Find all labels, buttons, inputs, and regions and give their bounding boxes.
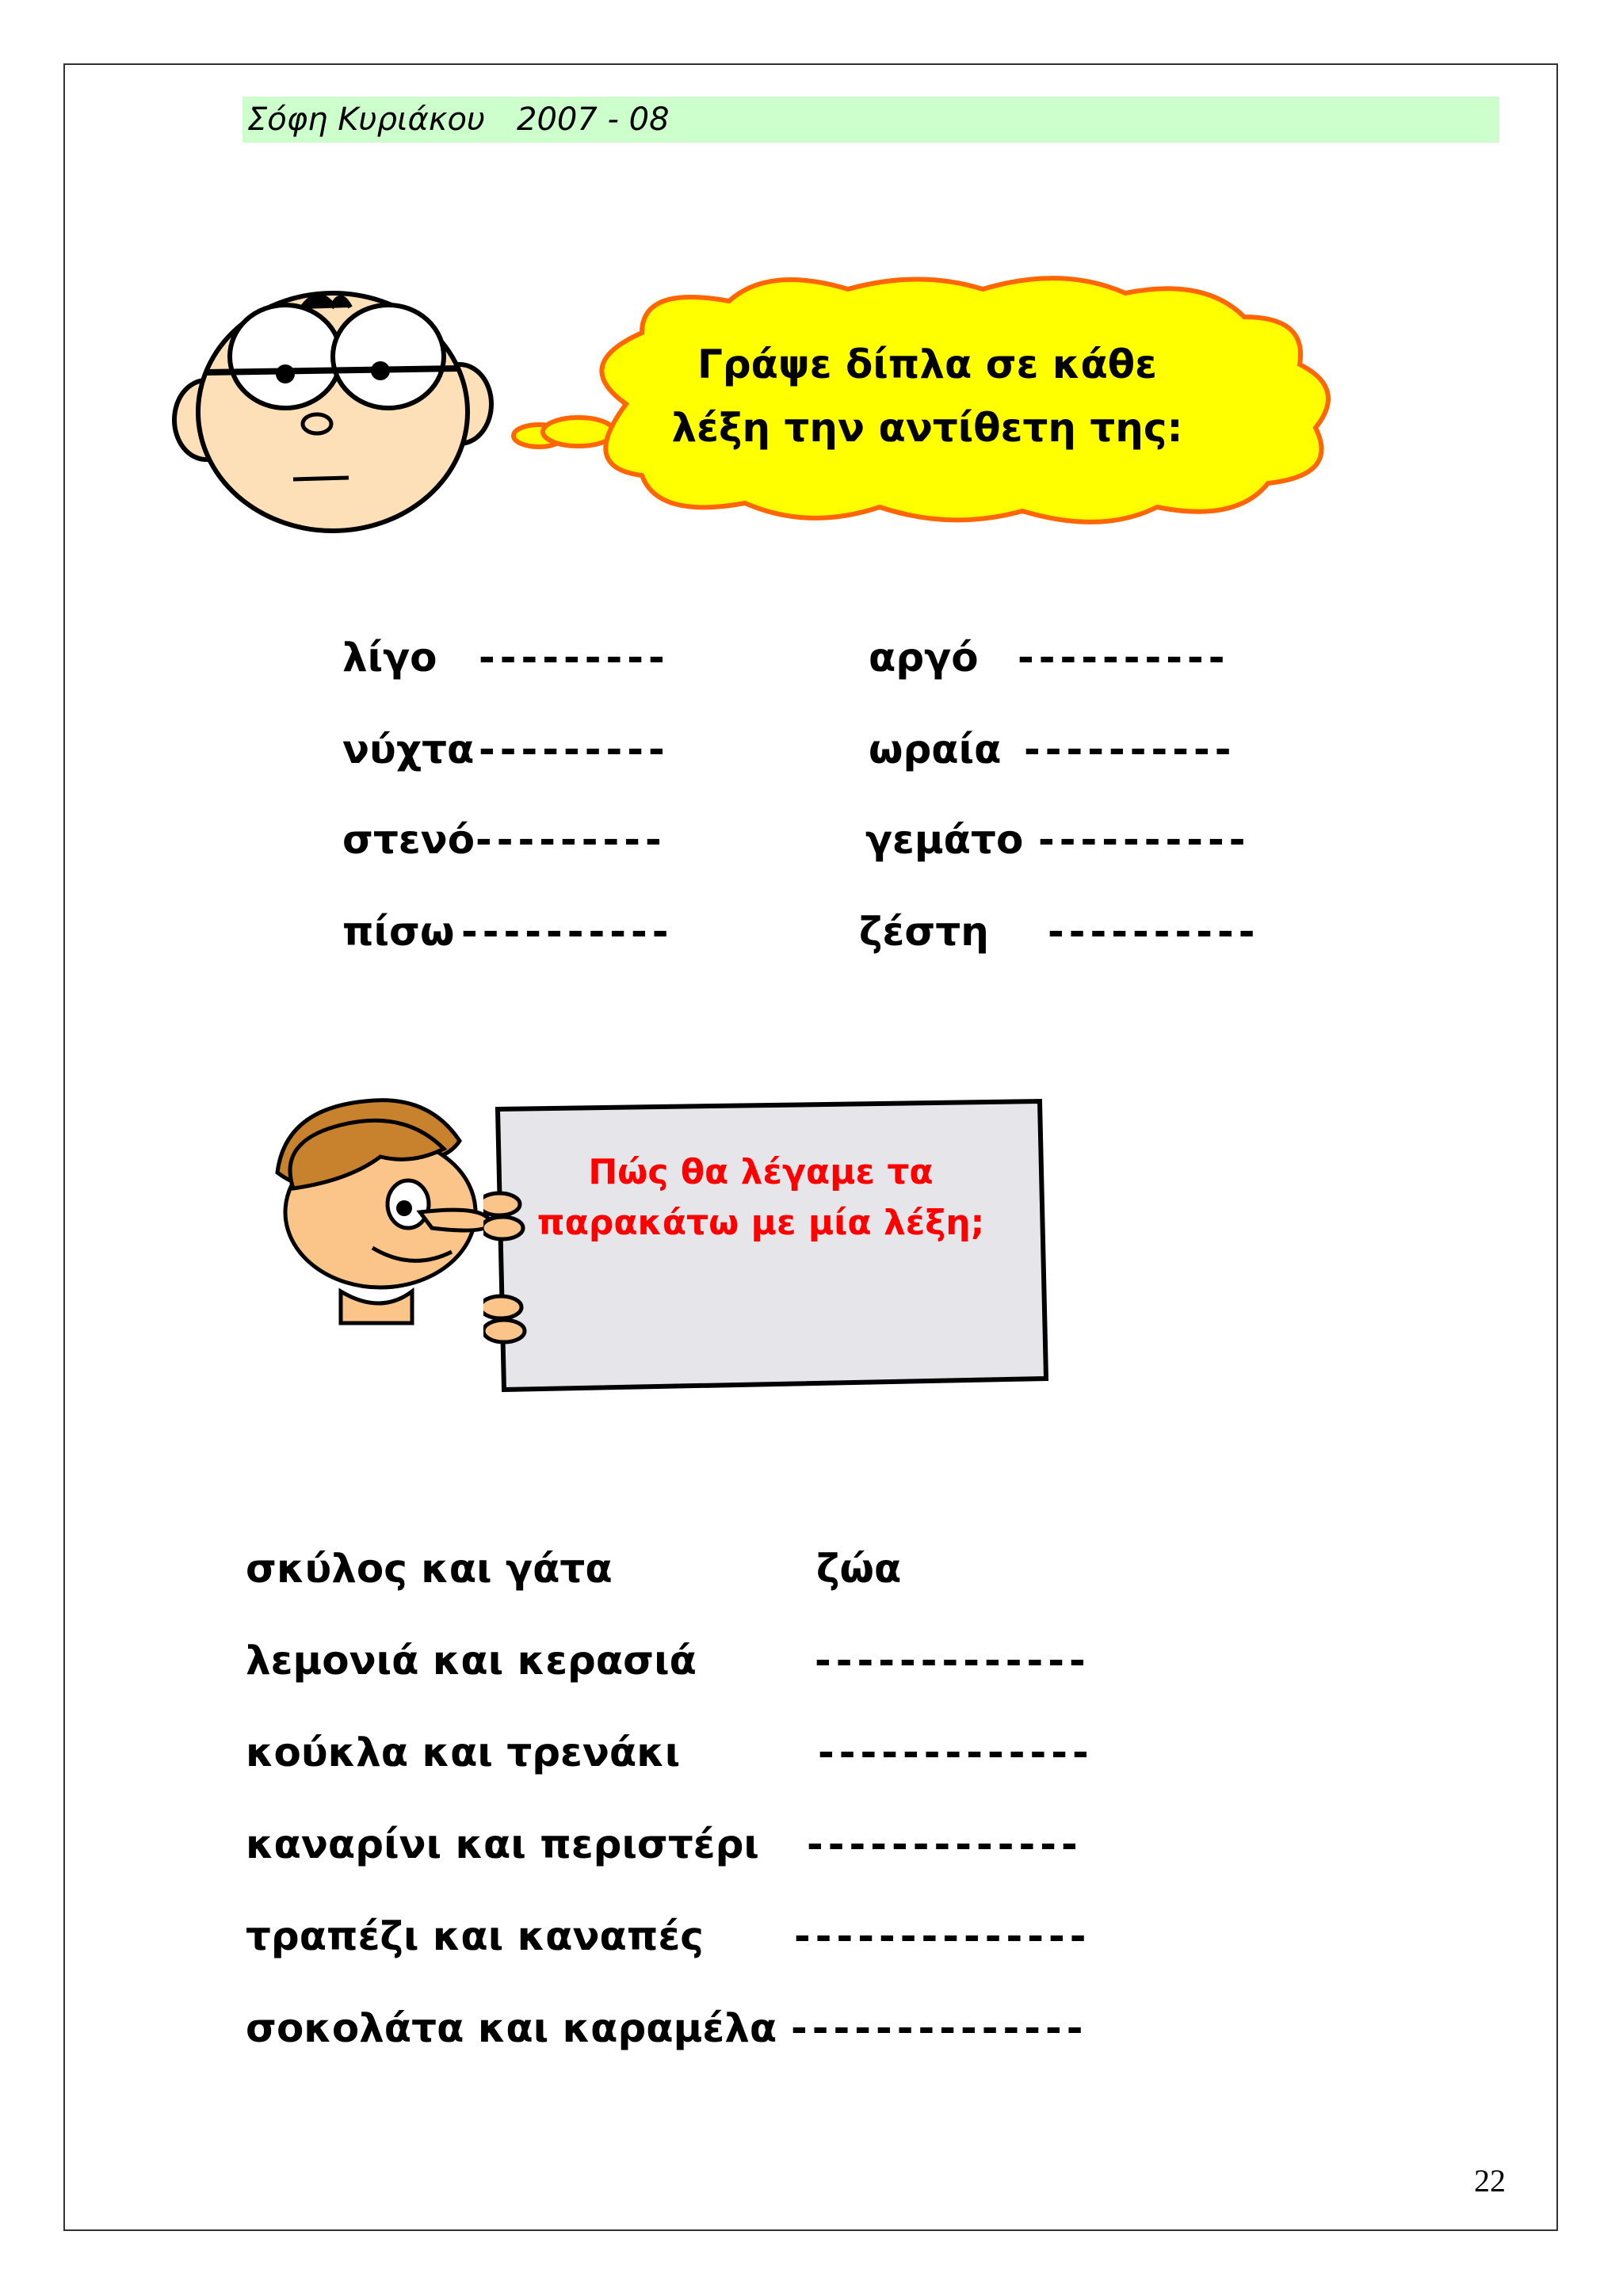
category-pair: λεμονιά και κερασιά xyxy=(246,1638,697,1684)
category-pair: καναρίνι και περιστέρι xyxy=(246,1821,759,1867)
opposite-word: γεμάτο xyxy=(865,817,1024,863)
category-pair: τραπέζι και καναπές xyxy=(246,1913,704,1959)
answer-blank[interactable]: ------------- xyxy=(815,1638,1090,1684)
answer-blank[interactable]: -------------- xyxy=(794,1913,1091,1959)
answer-blank[interactable]: ---------- xyxy=(1038,817,1251,863)
opposite-word: νύχτα xyxy=(342,727,475,772)
answer-blank[interactable]: ------------- xyxy=(818,1730,1094,1775)
opposite-word: αργό xyxy=(869,635,979,681)
opposite-word: λίγο xyxy=(342,635,437,681)
answer-blank[interactable]: ---------- xyxy=(1024,727,1236,772)
opposite-word: πίσω xyxy=(342,909,455,955)
instruction-opposites xyxy=(634,333,1220,460)
answer-blank[interactable]: --------- xyxy=(479,727,670,772)
category-pair: κούκλα και τρενάκι xyxy=(246,1730,681,1775)
header-year: 2007 - 08 xyxy=(517,101,670,138)
instruction-opposites-line2: λέξη την αντίθετη της: xyxy=(671,405,1183,451)
answer-blank[interactable]: --------- xyxy=(475,817,666,863)
instruction-one-word xyxy=(523,1147,999,1249)
category-pair: σοκολάτα και καραμέλα xyxy=(246,2005,777,2051)
answer-blank[interactable]: ---------- xyxy=(1018,635,1230,681)
answer-blank[interactable]: ------------- xyxy=(807,1821,1083,1867)
opposite-word: ωραία xyxy=(869,727,1002,772)
answer-blank[interactable]: ---------- xyxy=(461,909,674,955)
opposite-word: στενό xyxy=(342,817,475,863)
instruction-opposites-line1: Γράψε δίπλα σε κάθε xyxy=(697,341,1157,387)
instruction-one-word-line2: παρακάτω με μία λέξη; xyxy=(537,1203,985,1243)
instruction-one-word-line1: Πώς θα λέγαμε τα xyxy=(588,1152,934,1192)
thinking-boy-illustration xyxy=(143,269,507,539)
answer-blank[interactable]: ---------- xyxy=(1048,909,1260,955)
answer-blank[interactable]: -------------- xyxy=(791,2005,1088,2051)
category-pair: σκύλος και γάτα xyxy=(246,1546,613,1592)
answer-blank[interactable]: --------- xyxy=(479,635,670,681)
page-number: 22 xyxy=(1474,2163,1506,2199)
header-author: Σόφη Κυριάκου xyxy=(247,101,486,138)
opposite-word: ζέστη xyxy=(859,909,989,955)
category-answer: ζώα xyxy=(816,1546,902,1592)
